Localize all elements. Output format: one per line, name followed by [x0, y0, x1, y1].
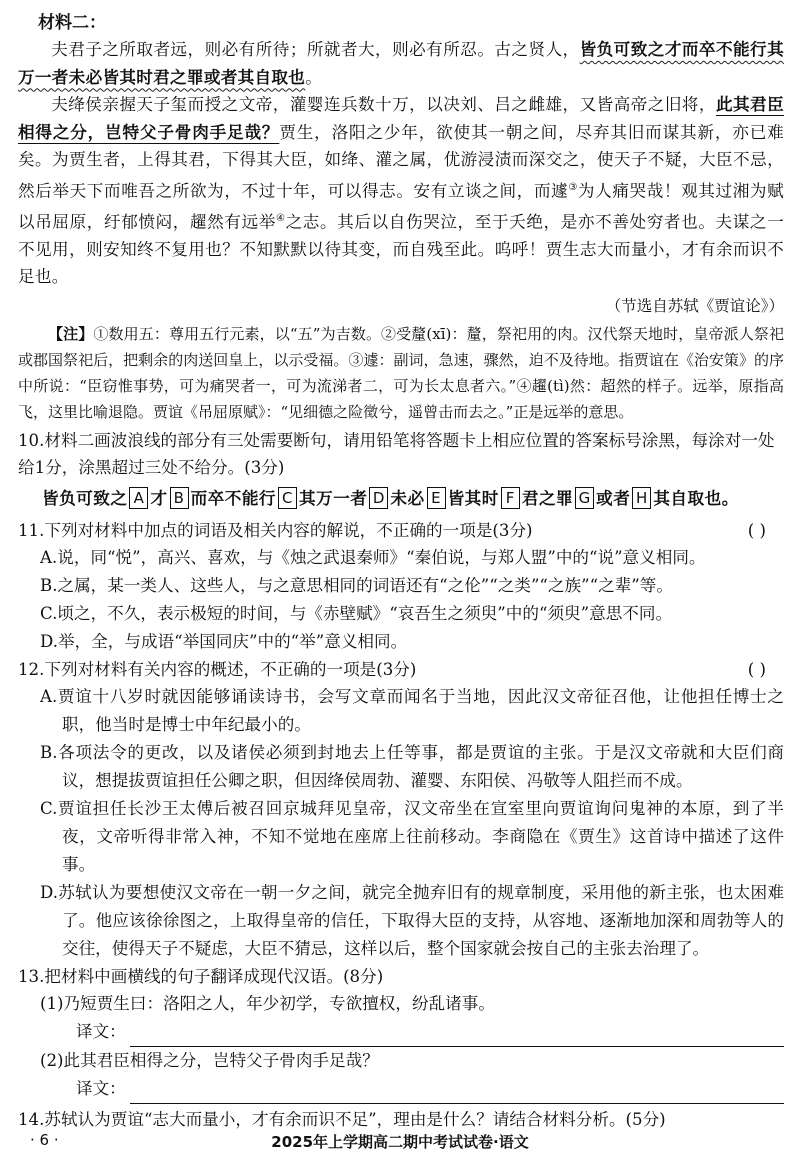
question-13-stem: 13.把材料中画横线的句子翻译成现代汉语。(8分) — [18, 966, 384, 986]
answer-input-line[interactable] — [130, 1024, 784, 1047]
p1-text: 夫君子之所取者远，则必有所待；所就者大，则必有所忍。古之贤人， — [51, 40, 580, 59]
option-b[interactable]: B.之属，某一类人、这些人，与之意思相同的词语还有“之伦”“之类”“之族”“之辈”等。 — [40, 575, 673, 595]
answer-label: 译文： — [76, 1021, 126, 1041]
answer-label: 译文： — [76, 1078, 126, 1098]
segment: 未必 — [390, 487, 425, 508]
option-a[interactable]: A.说，同“悦”，高兴、喜欢，与《烛之武退秦师》“秦伯说，与郑人盟”中的“说”意义相同。 — [40, 547, 706, 567]
q11-text: 11.下列对材料中加点的词语及相关内容的解说，不正确的一项是(3分) — [18, 520, 533, 540]
answer-line-2 — [76, 1074, 784, 1104]
underlined-sentence: 此其君臣相得之分，岂特父子骨肉手足哉？ — [18, 94, 784, 142]
option-c[interactable]: C.顷之，不久，表示极短的时间，与《赤壁赋》“哀吾生之须臾”中的“须臾”意思不同。 — [40, 603, 673, 623]
q12-text: 12.下列对材料有关内容的概述，不正确的一项是(3分) — [18, 659, 417, 679]
option-b[interactable]: B.各项法令的更改，以及诸侯必须到封地去上任等事，都是贾谊的主张。于是汉文帝就和大臣们商议，想提拔贾谊担任公卿之职，但因绛侯周勃、灌婴、东阳侯、冯敬等人阻拦而不成。 — [40, 742, 784, 790]
p2-text-2: 贾生，洛阳之少年，欲使其一朝之间，尽弃其旧而谋其新，亦已难矣。为贾生者，上得其君，下得其大臣，如绛、灌之属，优游浸渍而深交之，使天子不疑，大臣不忌，然后举天下而唯吾之所欲为，不过十年，可以得志。安有立谈之间，而遽 — [18, 122, 785, 201]
option-c[interactable]: C.贾谊担任长沙王太傅后被召回京城拜见皇帝，汉文帝坐在宣室里向贾谊询问鬼神的本原，到了半夜，文帝听得非常入神，不知不觉地在座席上往前移动。李商隐在《贾生》这首诗中描述了这件事。 — [40, 798, 784, 874]
p1-end: 。 — [305, 67, 323, 87]
segment: 其自取也。 — [653, 487, 739, 508]
material-paragraph-2 — [18, 91, 784, 291]
break-option-box[interactable]: H — [632, 487, 651, 509]
segment: 其万一者 — [299, 487, 368, 508]
wavy-underlined-passage: 皆负可致之才而卒不能行其万一者未必皆其时君之罪或者其自取也 — [18, 39, 784, 87]
segment: 皆其时 — [447, 487, 499, 508]
break-option-box[interactable]: D — [369, 487, 388, 509]
annotation-note — [18, 321, 784, 425]
option-d[interactable]: D.苏轼认为要想使汉文帝在一朝一夕之间，就完全抛弃旧有的规章制度，采用他的新主张，也太困难了。他应该徐徐图之，上取得皇帝的信任，下取得大臣的支持，从容地、逐渐地加深和周勃等人的交往，使得天子不疑虑，大臣不猜忌，这样以后，整个国家就会按自己的主张去治理了。 — [40, 882, 784, 958]
option-d[interactable]: D.举，全，与成语“举国同庆”中的“举”意义相同。 — [40, 631, 408, 651]
break-option-box[interactable]: G — [575, 487, 594, 509]
answer-line-1 — [76, 1017, 784, 1047]
p2-text-3: 为人痛哭哉！观其过湘为赋以吊屈原，纡郁愤闷，趯然有远举 — [18, 181, 784, 232]
exam-title: 2025年上学期高二期中考试试卷·语文 — [271, 1133, 529, 1151]
question-10-stem: 10.材料二画波浪线的部分有三处需要断句，请用铅笔将答题卡上相应位置的答案标号涂黑，每涂对一处给1分，涂黑超过三处不给分。(3分) — [18, 430, 775, 477]
question-14-stem: 14.苏轼认为贾谊“志大而量小，才有余而识不足”，理由是什么？请结合材料分析。(5分) — [18, 1109, 666, 1129]
segment: 而卒不能行 — [190, 487, 277, 508]
break-option-box[interactable]: F — [501, 487, 520, 509]
p2-text-1: 夫绛侯亲握天子玺而授之文帝，灌婴连兵数十万，以决刘、吕之雌雄，又皆高帝之旧将， — [51, 95, 716, 114]
question-12-stem — [18, 656, 784, 683]
footnote-ref-4: ④ — [275, 212, 286, 224]
question-11-stem — [18, 517, 784, 544]
question-10-breakpoints — [42, 483, 784, 513]
segment: 或者 — [596, 487, 631, 508]
note-label: 【注】 — [48, 324, 94, 343]
page-number: · 6 · — [30, 1131, 59, 1149]
break-option-box[interactable]: C — [278, 487, 297, 509]
break-option-box[interactable]: E — [427, 487, 446, 509]
break-option-box[interactable]: B — [170, 487, 189, 509]
question-13-sentence-1: (1)乃短贾生曰：洛阳之人，年少初学，专欲擅权，纷乱诸事。 — [40, 993, 495, 1013]
segment: 才 — [150, 487, 168, 508]
p2-text-4: 之志。其后以自伤哭泣，至于夭绝，是亦不善处穷者也。夫谋之一不见用，则安知终不复用也？不知默默以待其变，而自残至此。呜呼！贾生志大而量小，才有余而识不足也。 — [18, 212, 785, 287]
exam-page — [18, 10, 784, 1133]
answer-paren[interactable]: ( ) — [747, 659, 766, 679]
note-text: ①数用五：尊用五行元素，以“五”为吉数。②受釐(xī)：釐，祭祀用的肉。汉代祭天地时，皇帝派人祭祀或郡国祭祀后，把剩余的肉送回皇上，以示受福。③遽：副词，急速，骤然，迫不及待地。指贾谊在《治安策》的序中所说：“臣窃惟事势，可为痛哭者一，可为流涕者二，可为长太息者六。”④趯(tì)然：超然的样子。远举，原指高飞，这里比喻退隐。贾谊《吊屈原赋》：“见细德之险徵兮，遥曾击而去之。”正是远举的意思。 — [18, 324, 784, 421]
question-13-sentence-2: (2)此其君臣相得之分，岂特父子骨肉手足哉？ — [40, 1050, 379, 1070]
footnote-ref-3: ③ — [568, 181, 578, 193]
option-a[interactable]: A.贾谊十八岁时就因能够诵读诗书，会写文章而闻名于当地，因此汉文帝征召他，让他担任博士之职，他当时是博士中年纪最小的。 — [40, 686, 784, 734]
material-paragraph-1 — [18, 36, 784, 91]
segment: 皆负可致之 — [42, 487, 128, 508]
segment: 君之罪 — [521, 487, 574, 508]
material-title: 材料二： — [38, 13, 106, 33]
answer-paren[interactable]: ( ) — [747, 520, 766, 540]
break-option-box[interactable]: A — [129, 487, 148, 509]
answer-input-line[interactable] — [130, 1081, 784, 1104]
source-citation: （节选自苏轼《贾谊论》） — [605, 296, 784, 315]
